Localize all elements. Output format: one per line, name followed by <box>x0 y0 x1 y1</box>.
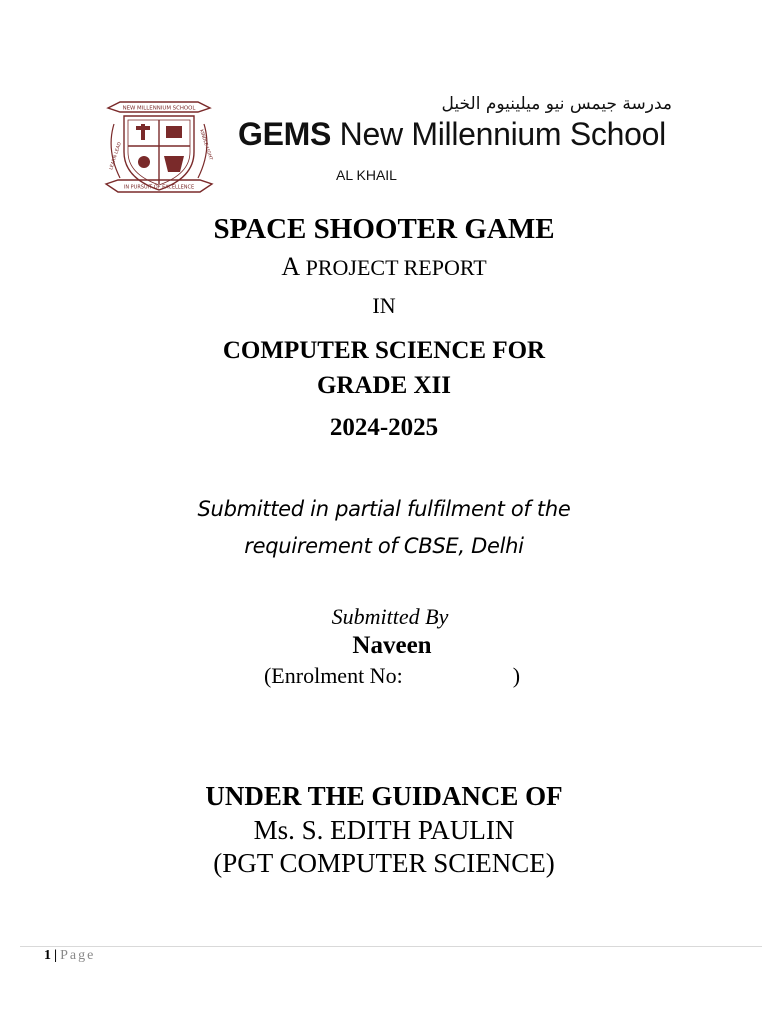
report-heading-rest: PROJECT REPORT <box>300 255 487 280</box>
school-name <box>238 116 666 153</box>
guide-title: (PGT COMPUTER SCIENCE) <box>213 848 555 878</box>
enrolment-close: ) <box>512 663 521 688</box>
submission-note-line-1: Submitted in partial fulfilment of the <box>197 497 571 521</box>
crest-top-text: NEW MILLENNIUM SCHOOL <box>122 105 196 112</box>
school-crest-logo <box>100 94 218 200</box>
page-number: 1 <box>44 948 51 963</box>
crest-left-text: LEARN LEAD <box>109 141 123 171</box>
submitted-by-label: Submitted By <box>331 604 449 629</box>
report-heading <box>0 252 768 282</box>
school-campus: AL KHAIL <box>336 167 397 183</box>
student-name: Naveen <box>352 632 432 659</box>
project-title: SPACE SHOOTER GAME <box>213 213 555 245</box>
enrolment-number <box>8 663 768 689</box>
crest-right-text: KINDLE LIGHT <box>198 129 213 162</box>
page-label: Page <box>60 948 96 963</box>
subject-line-2: GRADE XII <box>316 372 452 399</box>
submission-note <box>0 491 768 565</box>
report-heading-initial: A <box>281 252 301 281</box>
school-name-arabic: مدرسة جيمس نيو ميلينيوم الخيل <box>441 94 672 114</box>
academic-year: 2024-2025 <box>329 414 439 441</box>
footer-divider <box>20 946 762 947</box>
guidance-heading: UNDER THE GUIDANCE OF <box>205 781 563 811</box>
page-separator: | <box>54 948 58 963</box>
subject-line-1: COMPUTER SCIENCE FOR <box>222 337 546 364</box>
subject-heading <box>0 333 768 403</box>
page-footer <box>44 948 95 964</box>
guide-name: Ms. S. EDITH PAULIN <box>253 815 515 845</box>
report-in-label: IN <box>372 293 396 318</box>
crest-bottom-text: IN PURSUIT OF EXCELLENCE <box>123 184 195 191</box>
submission-note-line-2: requirement of CBSE, Delhi <box>244 534 524 558</box>
enrolment-label: (Enrolment No: <box>263 663 403 688</box>
school-name-gems: GEMS <box>238 116 332 152</box>
school-name-rest: New Millennium School <box>331 116 666 152</box>
